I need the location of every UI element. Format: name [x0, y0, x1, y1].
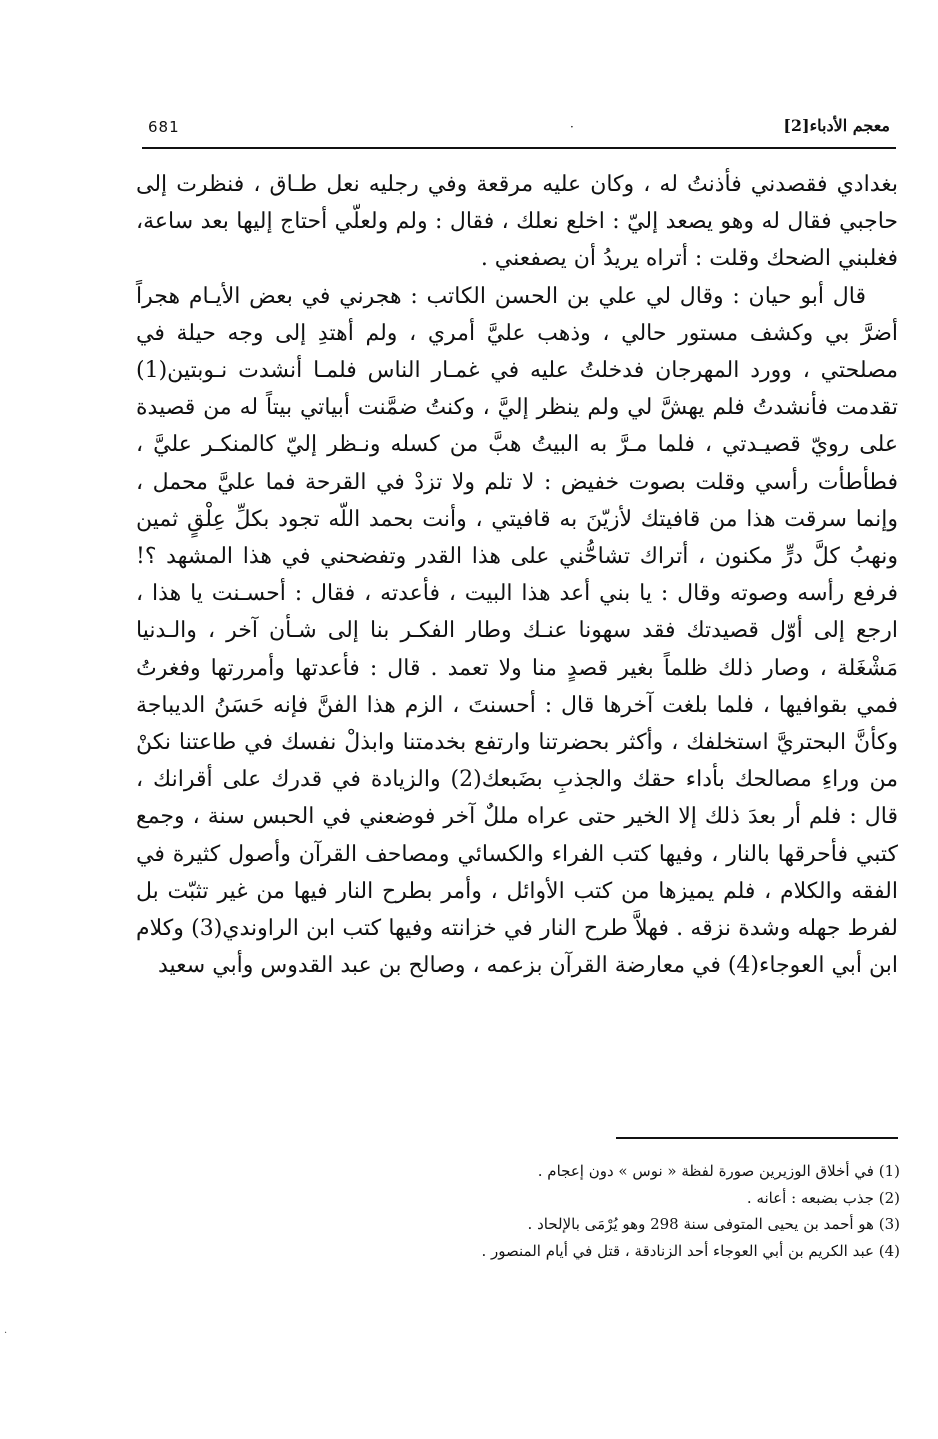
running-head: [142, 116, 894, 146]
footnote-4: (4) عبد الكريم بن أبي العوجاء أحد الزنادقة ، قتل في أيام المنصور .: [481, 1241, 900, 1260]
header-mark: ·: [570, 120, 574, 134]
footnotes: [136, 1158, 900, 1264]
paragraph: بغدادي فقصدني فأذنتُ له ، وكان عليه مرقعة وفي رجليه نعل طـاق ، فنظرت إلى حاجبي فقال له وهو يصعد إليّ : اخلع نعلك ، فقال : ولم ولعلّي أحتاج إليها بعد ساعة، فغلبني الضحك وقلت : أتراه يريدُ أن يصفعني .: [136, 172, 898, 272]
header-rule: [142, 147, 896, 149]
footnote-2: (2) جذب بضبعه : أعانه .: [746, 1188, 900, 1207]
footnote-3: (3) هو أحمد بن يحيى المتوفى سنة 298 وهو يُرْمَى بالإلحاد .: [527, 1215, 900, 1233]
footnote-1: (1) في أخلاق الوزيرين صورة لفظة « نوس » دون إعجام .: [537, 1162, 900, 1180]
main-text: [136, 166, 898, 984]
footnote-rule: [616, 1137, 898, 1139]
margin-mark: ·: [4, 1328, 8, 1339]
book-title: معجم الأدباء[2]: [783, 116, 890, 135]
page-number: 681: [148, 118, 180, 136]
paragraph: قال أبو حيان : وقال لي علي بن الحسن الكاتب : هجرني في بعض الأيـام هجراً أضرَّ بي وكشف مستور حالي ، وذهب عليَّ أمري ، ولم أهتدِ إلى وجه حيلة في مصلحتي ، وورد المهرجان فدخلتُ عليه في غمـار الناس فلمـا أنشدت نـوبتين(1) تقدمت فأنشدتُ فلم يهشَّ لي ولم ينظر إليَّ ، وكنتُ ضمَّنت أبياتي بيتاً له من قصيدة على رويّ قصيـدتي ، فلما مـرَّ به البيتُ هبَّ من كسله ونـظر إليّ كالمنكـر عليَّ ، فطأطأت رأسي وقلت بصوت خفيض : لا تلم ولا تزدْ في القرحة فما عليَّ محمل ، وإنما سرقت هذا من قافيتك لأزيّنَ به قافيتي ، وأنت بحمد اللّه تجود بكلِّ عِلْقٍ ثمين ونهبُ كلَّ درٍّ مكنون ، أتراك تشاحُّني على هذا القدر وتفضحني في هذا المشهد ؟! فرفع رأسه وصوته وقال : يا بني أعد هذا البيت ، فأعدته ، فقال : أحسـنت يا هذا ، ارجع إلى أوّل قصيدتك فقد سهونا عنـك وطار الفكـر بنا إلى شـأن آخر ، والـدنيا مَشْغَلة ، وصار ذلك ظلماً بغير قصدٍ منا ولا تعمد . قال : فأعدتها وأمررتها وفغرتُ فمي بقوافيها ، فلما بلغت آخرها قال : أحسنتَ ، الزم هذا الفنَّ فإنه حَسَنُ الديباجة وكأنَّ البحتريَّ استخلفك ، وأكثر بحضرتنا وارتفع بخدمتنا وابذلْ نفسك في طاعتنا نكنْ من وراءِ مصالحك بأداء حقك والجذبِ بضَبعك(2) والزيادة في قدرك على أقرانك ، قال : فلم أر بعدَ ذلك إلا الخير حتى عراه مللٌ آخر فوضعني في الحبس سنة ، وجمع كتبي فأحرقها بالنار ، وفيها كتب الفراء والكسائي ومصاحف القرآن وأصول كثيرة في الفقه والكلام ، فلم يميزها من كتب الأوائل ، وأمر بطرح النار فيها من غير تثبّت بل لفرط جهله وشدة نزقه . فهلاَّ طرح النار في خزانته وفيها كتب ابن الراوندي(3) وكلام ابن أبي العوجاء(4) في معارضة القرآن بزعمه ، وصالح بن عبد القدوس وأبي سعيد: [136, 283, 899, 979]
